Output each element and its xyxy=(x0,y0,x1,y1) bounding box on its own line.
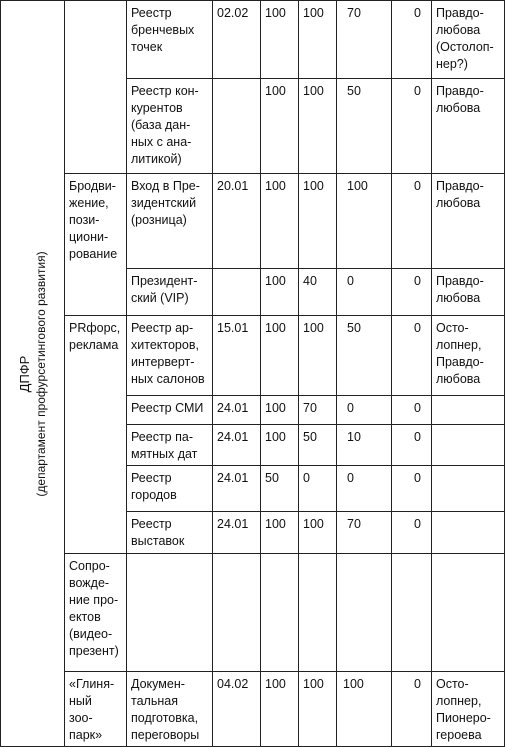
date-cell xyxy=(213,554,261,672)
task-cell: Вход в Пре- зидентский (розница) xyxy=(127,174,213,269)
value-cell: 0 xyxy=(392,316,432,396)
task-cell: Докумен- тальная подготовка, переговоры xyxy=(127,672,213,747)
responsible-cell: Правдо- любова xyxy=(432,79,505,174)
value-cell: 50 xyxy=(261,466,299,512)
value-cell: 100 xyxy=(261,1,299,79)
value-cell: 70 xyxy=(337,1,392,79)
value-cell: 100 xyxy=(299,79,337,174)
value-cell: 0 xyxy=(392,269,432,316)
task-cell: Реестр кон- курентов (база дан- ных с ана- литикой) xyxy=(127,79,213,174)
table-row xyxy=(1,672,505,747)
value-cell: 0 xyxy=(337,466,392,512)
responsible-cell: Правдо- любова xyxy=(432,269,505,316)
date-cell: 02.02 xyxy=(213,1,261,79)
value-cell: 100 xyxy=(261,396,299,425)
department-subtitle: (департамент профурсетингового развития) xyxy=(33,250,48,497)
table-row xyxy=(1,316,505,396)
value-cell: 100 xyxy=(299,174,337,269)
value-cell xyxy=(337,554,392,672)
group-cell: PRфорс, реклама xyxy=(65,316,127,554)
task-cell: Реестр СМИ xyxy=(127,396,213,425)
value-cell: 100 xyxy=(337,174,392,269)
value-cell xyxy=(261,554,299,672)
group-cell: «Глиня- ный зоо- парк» xyxy=(65,672,127,747)
value-cell: 0 xyxy=(299,466,337,512)
value-cell: 100 xyxy=(261,174,299,269)
task-cell: Реестр выставок xyxy=(127,512,213,554)
value-cell: 100 xyxy=(299,672,337,747)
date-cell: 24.01 xyxy=(213,512,261,554)
value-cell: 0 xyxy=(392,79,432,174)
table-row xyxy=(1,1,505,79)
task-cell: Реестр па- мятных дат xyxy=(127,425,213,466)
value-cell: 100 xyxy=(261,316,299,396)
table-row xyxy=(1,554,505,672)
date-cell: 20.01 xyxy=(213,174,261,269)
value-cell: 0 xyxy=(392,425,432,466)
responsible-cell xyxy=(432,512,505,554)
value-cell: 70 xyxy=(337,512,392,554)
value-cell: 0 xyxy=(392,396,432,425)
responsible-cell: Правдо- любова (Остолоп- нер?) xyxy=(432,1,505,79)
value-cell: 0 xyxy=(392,466,432,512)
department-title: ДПФР xyxy=(16,355,32,392)
responsible-cell xyxy=(432,554,505,672)
value-cell: 100 xyxy=(261,269,299,316)
value-cell: 100 xyxy=(261,672,299,747)
value-cell: 100 xyxy=(261,425,299,466)
task-cell: Реестр бренчевых точек xyxy=(127,1,213,79)
task-cell xyxy=(127,554,213,672)
value-cell xyxy=(299,554,337,672)
value-cell: 0 xyxy=(392,512,432,554)
responsible-cell: Осто- лопнер, Правдо- любова xyxy=(432,316,505,396)
value-cell: 100 xyxy=(299,512,337,554)
group-cell: Бродви- жение, пози- циони- рование xyxy=(65,174,127,316)
value-cell: 50 xyxy=(337,316,392,396)
responsible-cell: Осто- лопнер, Пионеро- героева xyxy=(432,672,505,747)
value-cell: 100 xyxy=(261,512,299,554)
date-cell: 24.01 xyxy=(213,396,261,425)
date-cell xyxy=(213,79,261,174)
value-cell: 100 xyxy=(299,1,337,79)
value-cell: 100 xyxy=(299,316,337,396)
responsible-cell xyxy=(432,466,505,512)
responsible-cell xyxy=(432,425,505,466)
value-cell xyxy=(392,554,432,672)
value-cell: 100 xyxy=(337,672,392,747)
value-cell: 40 xyxy=(299,269,337,316)
value-cell: 50 xyxy=(299,425,337,466)
value-cell: 50 xyxy=(337,79,392,174)
group-cell: Сопро- вожде- ние про- ектов (видео- презент) xyxy=(65,554,127,672)
date-cell: 15.01 xyxy=(213,316,261,396)
date-cell xyxy=(213,269,261,316)
task-cell: Реестр городов xyxy=(127,466,213,512)
value-cell: 0 xyxy=(337,269,392,316)
value-cell: 0 xyxy=(392,1,432,79)
value-cell: 100 xyxy=(261,79,299,174)
group-cell-empty xyxy=(65,1,127,174)
task-cell: Реестр ар- хитекторов, интерверт- ных салонов xyxy=(127,316,213,396)
value-cell: 70 xyxy=(299,396,337,425)
date-cell: 04.02 xyxy=(213,672,261,747)
date-cell: 24.01 xyxy=(213,425,261,466)
value-cell: 10 xyxy=(337,425,392,466)
date-cell: 24.01 xyxy=(213,466,261,512)
responsible-cell: Правдо- любова xyxy=(432,174,505,269)
value-cell: 0 xyxy=(337,396,392,425)
department-cell xyxy=(1,1,65,747)
value-cell: 0 xyxy=(392,672,432,747)
table-row xyxy=(1,174,505,269)
responsible-cell xyxy=(432,396,505,425)
value-cell: 0 xyxy=(392,174,432,269)
task-cell: Президент- ский (VIP) xyxy=(127,269,213,316)
